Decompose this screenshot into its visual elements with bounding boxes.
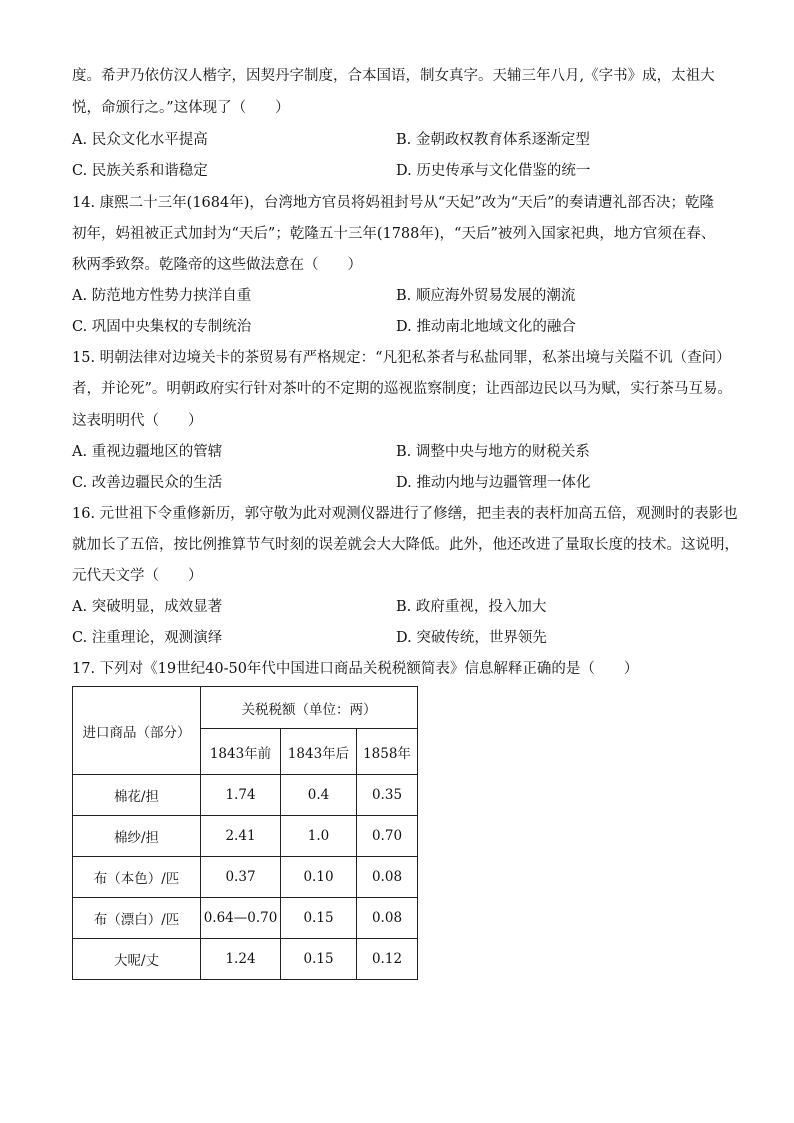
table-cell-value: 1.0 bbox=[281, 816, 357, 857]
table-cell-goods: 布（漂白）/匹 bbox=[73, 898, 201, 939]
q14-option-d[interactable]: D. 推动南北地域文化的融合 bbox=[396, 319, 576, 335]
q16-option-d[interactable]: D. 突破传统，世界领先 bbox=[396, 630, 547, 646]
q16-option-b[interactable]: B. 政府重视，投入加大 bbox=[396, 599, 547, 615]
table-cell-value: 1.24 bbox=[201, 939, 281, 980]
q16-text-line-2: 就加长了五倍，按比例推算节气时刻的误差就会大大降低。此外，他还改进了量取长度的技术。这说明， bbox=[72, 537, 739, 553]
table-header-goods: 进口商品（部分） bbox=[73, 687, 201, 775]
q13-option-a[interactable]: A. 民众文化水平提高 bbox=[72, 132, 208, 148]
table-row bbox=[73, 898, 418, 939]
q15-option-b[interactable]: B. 调整中央与地方的财税关系 bbox=[396, 444, 590, 460]
table-cell-value: 0.10 bbox=[281, 857, 357, 898]
table-cell-value: 0.15 bbox=[281, 898, 357, 939]
q13-text-line-2: 悦，命颁行之。”这体现了（ ） bbox=[72, 100, 290, 116]
table-cell-value: 0.12 bbox=[357, 939, 418, 980]
table-cell-value: 0.37 bbox=[201, 857, 281, 898]
table-header-tariff: 关税税额（单位：两） bbox=[201, 687, 418, 729]
q15-text-line-2: 者，并论死”。明朝政府实行针对茶叶的不定期的巡视监察制度；让西部边民以马为赋，实行茶马互易。 bbox=[72, 381, 732, 397]
table-header-before-1843: 1843年前 bbox=[201, 729, 281, 775]
q15-option-a[interactable]: A. 重视边疆地区的管辖 bbox=[72, 444, 223, 460]
q15-text-line-3: 这表明明代（ ） bbox=[72, 413, 203, 429]
table-cell-goods: 大呢/丈 bbox=[73, 939, 201, 980]
table-cell-goods: 布（本色）/匹 bbox=[73, 857, 201, 898]
q14-text-line-1: 14. 康熙二十三年(1684年)，台湾地方官员将妈祖封号从“天妃”改为“天后”的奏请遭礼部否决；乾隆 bbox=[72, 195, 715, 211]
q13-option-b[interactable]: B. 金朝政权教育体系逐渐定型 bbox=[396, 132, 590, 148]
table-row bbox=[73, 939, 418, 980]
q14-text-line-3: 秋两季致祭。乾隆帝的这些做法意在（ ） bbox=[72, 257, 362, 273]
table-cell-value: 2.41 bbox=[201, 816, 281, 857]
table-cell-goods: 棉花/担 bbox=[73, 775, 201, 816]
table-cell-value: 0.35 bbox=[357, 775, 418, 816]
q13-text-line-1: 度。希尹乃依仿汉人楷字，因契丹字制度，合本国语，制女真字。天辅三年八月,《字书》成，太祖大 bbox=[72, 68, 715, 84]
table-cell-value: 0.08 bbox=[357, 898, 418, 939]
q14-text-line-2: 初年，妈祖被正式加封为“天后”；乾隆五十三年(1788年)，“天后”被列入国家祀典，地方官须在春、 bbox=[72, 226, 716, 242]
q13-option-d[interactable]: D. 历史传承与文化借鉴的统一 bbox=[396, 163, 591, 179]
table-header-after-1843: 1843年后 bbox=[281, 729, 357, 775]
q14-option-c[interactable]: C. 巩固中央集权的专制统治 bbox=[72, 319, 252, 335]
table-row bbox=[73, 775, 418, 816]
q16-text-line-1: 16. 元世祖下令重修新历，郭守敬为此对观测仪器进行了修缮，把圭表的表杆加高五倍，观测时的表影也 bbox=[72, 506, 738, 522]
q17-text-line-1: 17. 下列对《19世纪40-50年代中国进口商品关税税额简表》信息解释正确的是（ ） bbox=[72, 661, 639, 677]
q16-option-a[interactable]: A. 突破明显，成效显著 bbox=[72, 599, 223, 615]
q15-option-d[interactable]: D. 推动内地与边疆管理一体化 bbox=[396, 475, 591, 491]
q14-option-a[interactable]: A. 防范地方性势力挟洋自重 bbox=[72, 288, 252, 304]
table-cell-value: 0.64—0.70 bbox=[201, 898, 281, 939]
table-cell-value: 0.70 bbox=[357, 816, 418, 857]
table-cell-value: 0.4 bbox=[281, 775, 357, 816]
q16-option-c[interactable]: C. 注重理论，观测演绎 bbox=[72, 630, 223, 646]
q13-option-c[interactable]: C. 民族关系和谐稳定 bbox=[72, 163, 208, 179]
q16-text-line-3: 元代天文学（ ） bbox=[72, 568, 203, 584]
table-row bbox=[73, 857, 418, 898]
q14-option-b[interactable]: B. 顺应海外贸易发展的潮流 bbox=[396, 288, 576, 304]
table-cell-goods: 棉纱/担 bbox=[73, 816, 201, 857]
tariff-table bbox=[72, 686, 418, 980]
table-header-1858: 1858年 bbox=[357, 729, 418, 775]
table-cell-value: 0.15 bbox=[281, 939, 357, 980]
table-cell-value: 0.08 bbox=[357, 857, 418, 898]
q15-text-line-1: 15. 明朝法律对边境关卡的茶贸易有严格规定：“凡犯私茶者与私盐同罪，私茶出境与关隘不讥（查问） bbox=[72, 350, 731, 366]
q15-option-c[interactable]: C. 改善边疆民众的生活 bbox=[72, 475, 223, 491]
table-cell-value: 1.74 bbox=[201, 775, 281, 816]
table-row bbox=[73, 816, 418, 857]
